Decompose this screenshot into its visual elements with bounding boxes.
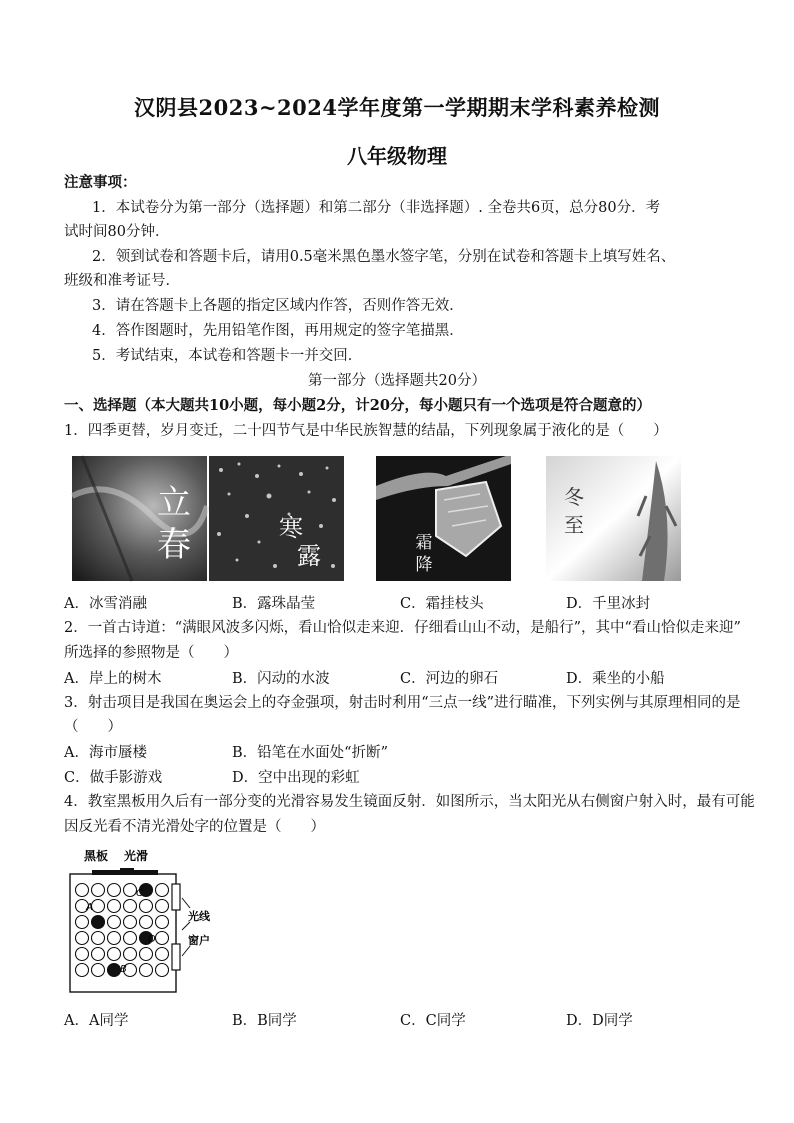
notice-item: 4．答作图题时，先用铅笔作图，再用规定的签字笔描黑．: [92, 323, 464, 339]
seat: [76, 948, 89, 961]
question-1-stem: 1．四季更替，岁月变迁，二十四节气是中华民族智慧的结晶，下列现象属于液化的是（ ）: [64, 423, 668, 439]
seat-label-d: D: [148, 934, 156, 945]
seat: [76, 964, 89, 977]
photo-label-hanlu-2: 露: [297, 542, 321, 570]
seat: [92, 964, 105, 977]
photo-label-hanlu-1: 寒: [279, 514, 303, 542]
seat-label-a: A: [86, 902, 93, 913]
photo-label-lichun-1: 立: [157, 483, 191, 523]
seat: [124, 916, 137, 929]
question-2-options: [64, 667, 732, 689]
option-b[interactable]: B．闪动的水波: [232, 671, 330, 687]
photo-shuangjiang: [376, 456, 511, 581]
seat: [124, 900, 137, 913]
label-window: 窗户: [188, 934, 210, 947]
option-d[interactable]: D．千里冰封: [566, 596, 651, 612]
classroom-diagram: [64, 846, 210, 996]
photo-lichun: [72, 456, 207, 581]
smooth-area: [120, 868, 134, 871]
section-heading: 一、选择题（本大题共10小题，每小题2分，计20分，每小题只有一个选项是符合题意的）: [64, 397, 651, 414]
question-3-options-row-2: [64, 766, 732, 788]
option-b[interactable]: B．B同学: [232, 1013, 297, 1029]
notice-item: 5．考试结束，本试卷和答题卡一并交回．: [92, 348, 363, 364]
notice-heading: 注意事项：: [64, 174, 137, 191]
option-a[interactable]: A．岸上的树木: [64, 671, 162, 687]
window-lower: [172, 944, 180, 970]
seat: [76, 916, 89, 929]
seat: [108, 900, 121, 913]
option-b[interactable]: B．铅笔在水面处“折断”: [232, 745, 388, 761]
seat: [156, 964, 169, 977]
seat-grid: [76, 884, 169, 977]
notice-item: 3．请在答题卡上各题的指定区域内作答，否则作答无效．: [92, 298, 464, 314]
option-a[interactable]: A．冰雪消融: [64, 596, 147, 612]
light-rays: [182, 898, 190, 956]
photo-label-dongzhi-1: 冬: [564, 485, 584, 509]
seat: [156, 900, 169, 913]
exam-subject: 八年级物理: [347, 144, 447, 168]
question-1-options: [64, 592, 732, 614]
seat: [108, 932, 121, 945]
seat: [140, 964, 153, 977]
window-upper: [172, 884, 180, 910]
seat: [92, 900, 105, 913]
seat: [108, 884, 121, 897]
photo-label-lichun-2: 春: [157, 525, 191, 565]
notice-item: 1．本试卷分为第一部分（选择题）和第二部分（非选择题）. 全卷共6页，总分80分．考: [92, 200, 661, 216]
seat: [108, 948, 121, 961]
question-4-stem-line-1: 4．教室黑板用久后有一部分变的光滑容易发生镜面反射．如图所示，当太阳光从右侧窗户射入时，最有可能: [64, 794, 755, 810]
notice-item: 班级和准考证号．: [64, 273, 180, 289]
option-c[interactable]: C．河边的卵石: [400, 671, 499, 687]
seat-label-c: C: [136, 888, 143, 899]
seat-label-b: B: [120, 964, 127, 975]
seat: [124, 948, 137, 961]
question-4-options: [64, 1009, 732, 1031]
seat: [140, 916, 153, 929]
seat: [76, 884, 89, 897]
question-3-options-row-1: [64, 741, 732, 763]
seat: [156, 932, 169, 945]
seat: [92, 884, 105, 897]
option-a[interactable]: A．海市蜃楼: [64, 745, 147, 761]
option-d[interactable]: D．空中出现的彩虹: [232, 770, 360, 786]
exam-title: 汉阴县2023~2024学年度第一学期期末学科素养检测: [134, 95, 660, 120]
option-c[interactable]: C．C同学: [400, 1013, 466, 1029]
photo-dongzhi: [546, 456, 681, 581]
option-d[interactable]: D．D同学: [566, 1013, 633, 1029]
seat: [156, 948, 169, 961]
option-b[interactable]: B．露珠晶莹: [232, 596, 316, 612]
seat: [140, 948, 153, 961]
photo-hanlu: [209, 456, 344, 581]
photo-label-dongzhi-2: 至: [564, 513, 584, 537]
label-smooth: 光滑: [124, 849, 149, 863]
photo-label-shuangjiang-1: 霜: [415, 533, 433, 553]
seat: [76, 932, 89, 945]
question-2-stem-line-1: 2．一首古诗道：“满眼风波多闪烁，看山恰似走来迎．仔细看山山不动，是船行”，其中“看山恰似走来迎”: [64, 620, 741, 636]
photo-label-shuangjiang-2: 降: [415, 555, 433, 575]
seat: [108, 916, 121, 929]
question-3-stem-line-1: 3．射击项目是我国在奥运会上的夺金强项，射击时利用“三点一线”进行瞄准，下列实例与其原理相同的是: [64, 695, 741, 711]
seat: [156, 916, 169, 929]
seat: [156, 884, 169, 897]
highlighted-seat: [108, 964, 121, 977]
highlighted-seat: [92, 916, 105, 929]
question-2-stem-line-2: 所选择的参照物是（ ）: [64, 645, 238, 661]
question-4-stem-line-2: 因反光看不清光滑处字的位置是（ ）: [64, 819, 325, 835]
part1-heading: 第一部分（选择题共20分）: [308, 373, 486, 389]
seat: [124, 884, 137, 897]
option-d[interactable]: D．乘坐的小船: [566, 671, 665, 687]
notice-item: 2．领到试卷和答题卡后，请用0.5毫米黑色墨水签字笔，分别在试卷和答题卡上填写姓名、: [92, 249, 676, 265]
label-blackboard: 黑板: [84, 849, 109, 863]
question-3-stem-line-2: （ ）: [64, 719, 122, 735]
seat: [124, 932, 137, 945]
notice-item: 试时间80分钟．: [64, 224, 170, 240]
option-c[interactable]: C．霜挂枝头: [400, 596, 484, 612]
label-light: 光线: [188, 910, 210, 923]
option-c[interactable]: C．做手影游戏: [64, 770, 163, 786]
seat: [92, 932, 105, 945]
seat: [140, 900, 153, 913]
seat: [92, 948, 105, 961]
option-a[interactable]: A．A同学: [64, 1013, 129, 1029]
